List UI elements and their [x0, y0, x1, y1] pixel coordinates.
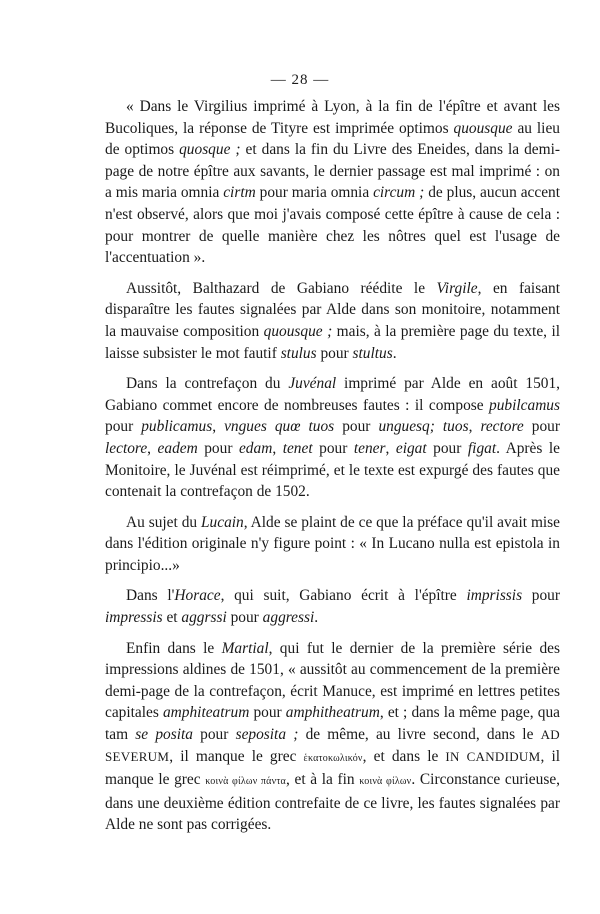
text-run: . Après le Monitoire, le Juvénal est réimprimé, et le texte est expurgé des fautes que contenait la contrefaçon de 1502. — [105, 439, 560, 501]
text-run: Enfin dans le — [126, 639, 222, 657]
paragraph — [105, 278, 560, 364]
italic-text: imprissis — [466, 587, 523, 605]
italic-text: figat — [467, 439, 497, 457]
text-run: , il manque le grec — [169, 747, 304, 765]
text-run: pour — [226, 609, 263, 627]
italic-text: quousque ; — [263, 322, 333, 340]
text-run: « Dans le Virgilius imprimé à Lyon, à la fin de l'épître et avant les Bucoliques, la réponse de Tityre est imprimée optimos — [105, 98, 560, 137]
italic-text: circum ; — [373, 184, 425, 202]
text-run: pour — [312, 439, 354, 457]
text-run: , qui suit, Gabiano écrit à l'épître — [220, 587, 467, 605]
text-run: pour — [197, 439, 239, 457]
text-run: au lieu de optimos — [105, 119, 560, 159]
text-run: imprimé par Alde en août 1501, Gabiano commet encore de nombreuses fautes : il compose — [105, 375, 561, 414]
italic-text: rectore — [480, 418, 524, 436]
paragraph — [105, 96, 560, 269]
text-run: . — [392, 344, 397, 362]
italic-text: Martial — [221, 639, 269, 657]
body-text — [105, 96, 560, 845]
text-run — [435, 418, 443, 435]
text-run: , et dans le — [362, 747, 446, 765]
italic-text: unguesq; — [378, 418, 435, 436]
italic-text: publicamus — [141, 418, 213, 436]
italic-text: se posita — [135, 726, 193, 744]
text-run: , et à la fin — [286, 771, 360, 789]
text-run: de plus, aucun accent n'est observé, alors que moi j'avais composé cette épître à cause de cela : pour montrer de quelle manière chez les nôtres quel est l'usage de l'accentuation ». — [105, 184, 560, 267]
text-run: . Circonstance curieuse, dans une deuxième édition contrefaite de ce livre, les fautes signalées par Alde ne sont pas corrigées. — [105, 771, 561, 834]
text-run: pour — [522, 587, 560, 605]
text-run: , et ; dans la même page, qua tam — [105, 704, 560, 744]
text-run: et dans la fin du Livre des Eneides, dans la demi-page de notre épître aux savants, le dernier passage est mal imprimé : on a mis maria omnia — [105, 141, 560, 202]
text-run: pour — [523, 418, 560, 436]
italic-text: quosque ; — [179, 141, 241, 159]
text-run: Au sujet du — [126, 513, 201, 531]
small-caps-text: IN CANDIDUM — [445, 748, 541, 764]
text-run: Dans la contrefaçon du — [126, 375, 289, 393]
italic-text: lectore — [105, 439, 148, 457]
text-run: pour — [192, 726, 236, 744]
italic-text: tenet — [282, 439, 313, 457]
italic-text: Juvénal — [288, 375, 337, 393]
paragraph — [105, 373, 560, 503]
text-run: , — [147, 439, 158, 457]
italic-text: tuos — [442, 418, 469, 436]
text-run: pour — [105, 418, 142, 436]
text-run: mais, à la première page du texte, il laisse subsister le mot fautif — [105, 322, 560, 362]
text-run: pour — [426, 439, 468, 457]
paragraph — [105, 638, 560, 836]
paragraph — [105, 585, 560, 628]
italic-text: stultus — [352, 344, 393, 362]
italic-text: quousque — [453, 119, 513, 137]
text-run: pour maria omnia — [255, 184, 374, 202]
text-run: , il manque le grec — [105, 747, 560, 789]
italic-text: tener — [353, 439, 386, 457]
text-run: Aussitôt, Balthazard de Gabiano réédite le — [126, 279, 437, 297]
text-run: pour — [334, 418, 379, 436]
greek-text: ἑκατοκωλικόν — [303, 752, 363, 764]
italic-text: eigat — [395, 439, 427, 457]
small-caps-text: AD SEVERUM — [105, 727, 560, 764]
text-run: et — [162, 609, 182, 627]
italic-text: amphitеatrum — [162, 704, 250, 722]
italic-text: seposita ; — [235, 726, 299, 744]
text-run: pour — [249, 704, 286, 722]
text-run: . — [314, 609, 319, 627]
page-number: — 28 — — [270, 72, 330, 88]
italic-text: cirtm — [223, 184, 256, 202]
italic-text: Horace — [174, 587, 221, 605]
greek-text: κοινὰ φίλων — [359, 776, 412, 788]
italic-text: amphitheatrum — [285, 704, 380, 722]
text-run: Dans l' — [126, 587, 175, 605]
text-run: de même, au livre second, dans le — [298, 726, 541, 744]
text-run: , Alde se plaint de ce que la préface qu'il avait mise dans l'édition originale n'y figure point : « In Lucano nulla est epistola in principio...» — [105, 513, 561, 574]
italic-text: Lucain — [201, 513, 244, 531]
italic-text: aggrssi — [181, 609, 227, 627]
text-run: , — [212, 418, 225, 436]
italic-text: aggressi — [262, 609, 315, 627]
text-run: , — [385, 439, 396, 457]
italic-text: Virgile — [436, 279, 478, 297]
text-run: , — [468, 418, 481, 436]
italic-text: pubilcamus — [489, 396, 560, 414]
text-run: , en faisant disparaître les fautes signalées par Alde dans son monitoire, notamment la mauvaise composition — [105, 279, 561, 340]
italic-text: eadem — [157, 439, 198, 457]
text-run: , — [272, 439, 283, 457]
italic-text: vngues quœ tuos — [224, 418, 335, 436]
text-run: , qui fut le dernier de la première série des impressions aldines de 1501, « aussitôt au commencement de la première demi-page de la contrefaçon, écrit Manuce, est imprimé en lettres petites capitales — [105, 639, 560, 722]
italic-text: stulus — [280, 344, 317, 362]
paragraph — [105, 512, 560, 577]
text-run: pour — [316, 344, 353, 362]
italic-text: impressis — [105, 609, 163, 627]
italic-text: edam — [238, 439, 273, 457]
greek-text: κοινὰ φίλων πάντα — [205, 776, 286, 788]
